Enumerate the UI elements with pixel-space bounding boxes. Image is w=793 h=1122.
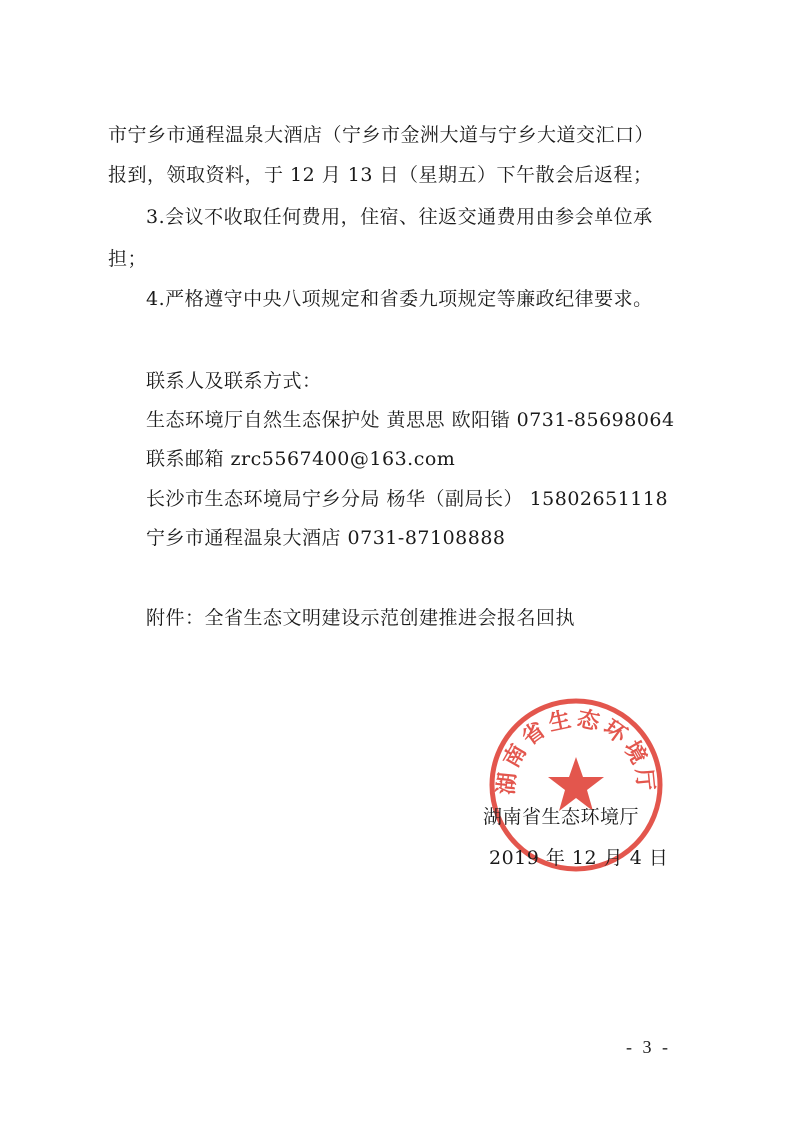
attachment-note: 附件：全省生态文明建设示范创建推进会报名回执	[146, 607, 576, 629]
contact-line-4: 宁乡市通程温泉大酒店 0731-87108888	[146, 527, 506, 549]
body-item-4: 4.严格遵守中央八项规定和省委九项规定等廉政纪律要求。	[146, 288, 653, 310]
contact-line-3: 长沙市生态环境局宁乡分局 杨华（副局长） 15802651118	[146, 488, 669, 510]
body-line-2: 报到，领取资料，于 12 月 13 日（星期五）下午散会后返程；	[108, 164, 653, 186]
signature-date: 2019 年 12 月 4 日	[489, 847, 669, 869]
signature-org: 湖南省生态环境厅	[483, 806, 640, 828]
body-item-3-cont: 担；	[108, 248, 148, 270]
body-item-3: 3.会议不收取任何费用，住宿、往返交通费用由参会单位承	[146, 206, 653, 228]
seal-text: 湖南省生态环境厅	[494, 706, 658, 796]
page-number: - 3 -	[626, 1037, 671, 1057]
seal-star-icon	[548, 757, 604, 811]
contact-heading: 联系人及联系方式：	[146, 370, 322, 392]
contact-line-1: 生态环境厅自然生态保护处 黄思思 欧阳锴 0731-85698064	[146, 409, 675, 431]
contact-email: 联系邮箱 zrc5567400@163.com	[146, 448, 456, 470]
body-line-1: 市宁乡市通程温泉大酒店（宁乡市金洲大道与宁乡大道交汇口）	[108, 124, 655, 146]
